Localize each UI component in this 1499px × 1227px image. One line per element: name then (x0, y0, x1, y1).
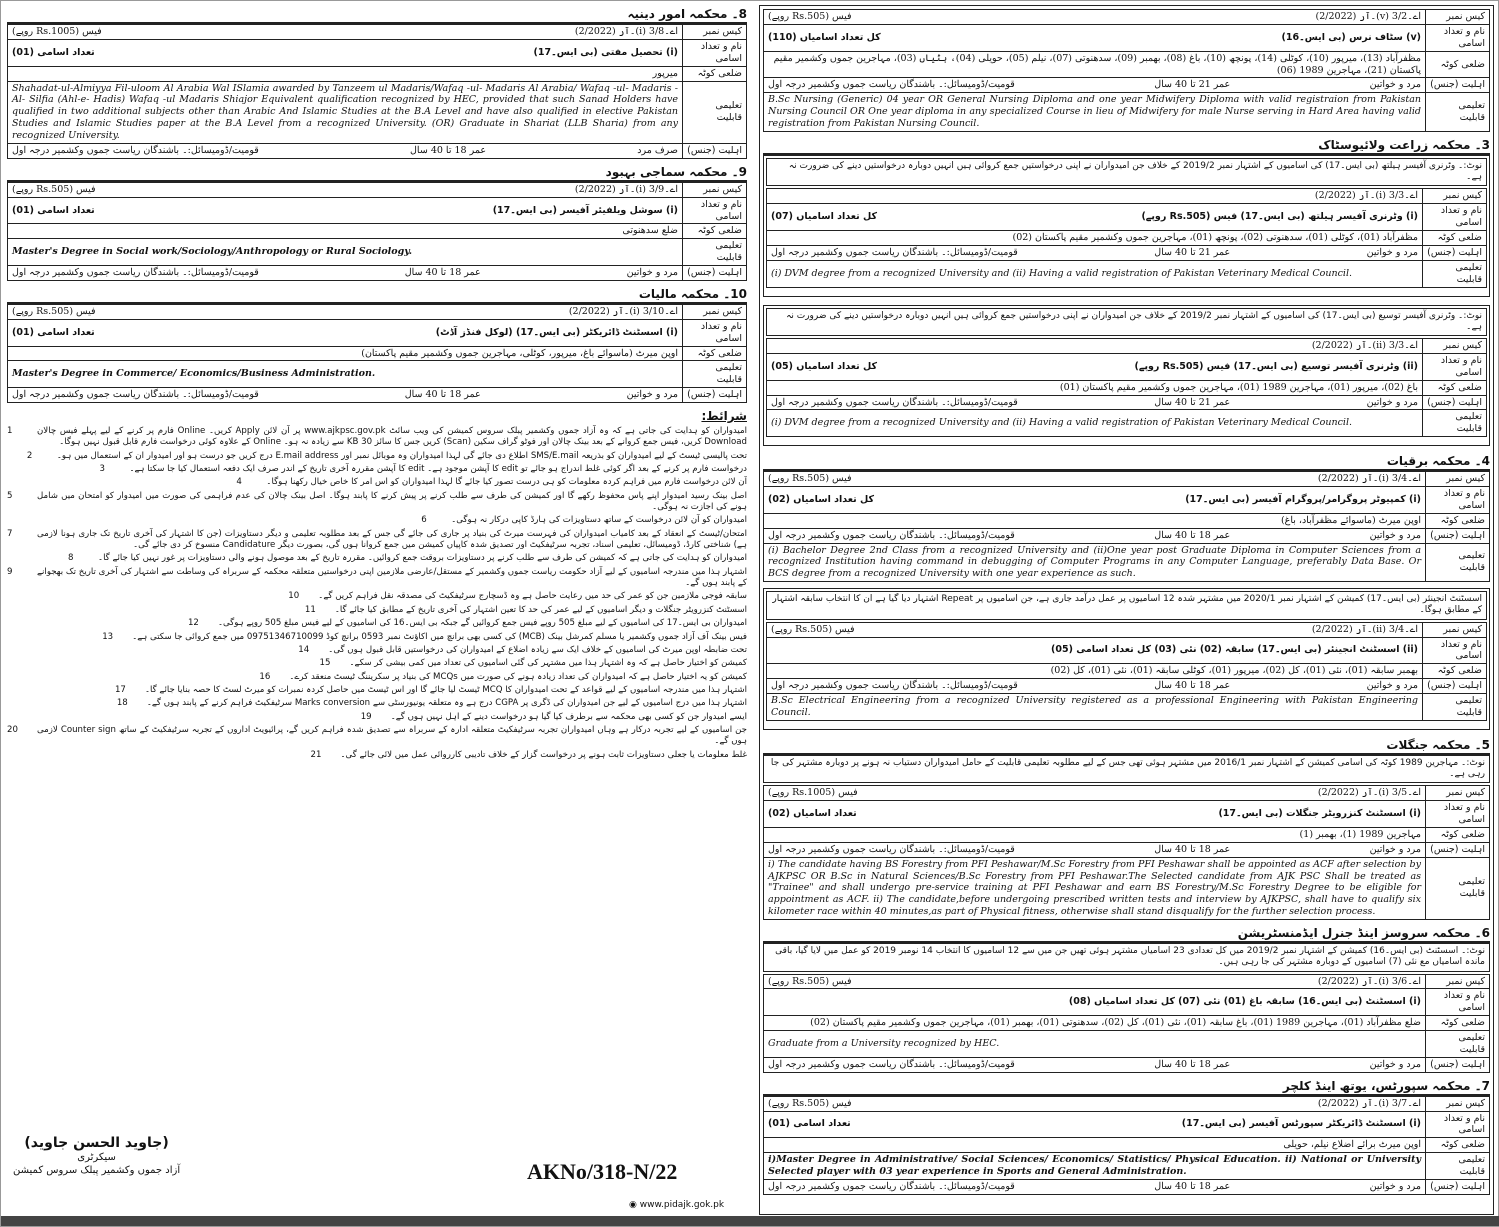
gender: مرد و خواتین (626, 267, 678, 278)
condition-item (7, 529, 747, 552)
condition-number: 19 (360, 711, 372, 722)
qualification: (i) Bachelor Degree 2nd Class from a recognized University and (ii)One year post Graduate Diploma in Computer Sciences from a recognized Institution having command in debugging of Computer Programs in any Computer Language, preferably Data Base. Or BCS degree from a recognized University with one year experience as such. (764, 543, 1426, 582)
job-table-vet-extension (766, 338, 1487, 437)
gender: مرد و خواتین (1369, 1058, 1421, 1070)
age-limit: عمر 18 تا 40 سال (1154, 843, 1231, 855)
age-limit: عمر 18 تا 40 سال (410, 144, 487, 156)
job-table-assistant (763, 974, 1490, 1073)
gender: مرد و خواتین (626, 389, 678, 401)
label-eligibility: اہلیت (جنس) (1426, 842, 1490, 857)
fee: فیس (Rs.505 روپے) (12, 183, 96, 195)
condition-text: اسسٹنٹ کنزرویٹر جنگلات و دیگر اسامیوں کے لیے عمر کی حد کا تعین اشتہار کی آخری تاریخ کے مطابق کیا جائے گا۔ (334, 604, 747, 615)
label-district: ضلعی کوٹہ (1423, 231, 1487, 246)
label-district: ضلعی کوٹہ (1426, 1138, 1490, 1153)
agriculture-health-box (763, 155, 1490, 297)
label-post: نام و تعداد اسامی (683, 39, 747, 66)
condition-number: 16 (259, 671, 271, 682)
label-qualification: تعلیمی قابلیت (683, 239, 747, 266)
label-district: ضلعی کوٹہ (1426, 827, 1490, 842)
signature-block (13, 1135, 180, 1178)
condition-text: ایسے امیدوار جن کو کسی بھی محکمہ سے برطرف کیا گیا ہو درخواست دینے کے اہل نہیں ہوں گے۔ (390, 711, 747, 722)
condition-item (7, 685, 747, 696)
condition-number: 10 (288, 591, 300, 602)
label-post: نام و تعداد اسامی (1423, 637, 1487, 664)
domicile: قومیت/ڈومیسائل:۔ باشندگان ریاست جموں وکشمیر درجہ اول (771, 680, 1018, 692)
condition-text: کمیشن کو اختیار حاصل ہے کہ وہ اشتہار ہذا میں مشتہر کی گئی اسامیوں کی تعداد میں کمی بیشی کر سکے۔ (349, 658, 747, 669)
label-qualification: تعلیمی قابلیت (1426, 1031, 1490, 1058)
domicile: قومیت/ڈومیسائل:۔ باشندگان ریاست جموں وکشمیر درجہ اول (768, 79, 1015, 91)
label-eligibility: اہلیت (جنس) (683, 388, 747, 403)
gender: مرد و خواتین (1369, 79, 1421, 91)
gender: مرد و خواتین (1369, 529, 1421, 541)
conditions-title: شرائط: (701, 409, 747, 423)
condition-item (7, 567, 747, 590)
condition-number: 13 (102, 631, 114, 642)
label-eligibility: اہلیت (جنس) (1426, 78, 1490, 93)
case-number: اے۔3/7 (i)۔آر (2/2022) (1317, 1097, 1421, 1109)
post-count: تعداد اسامی (01) (12, 326, 95, 338)
signatory-name: (جاوید الحسن جاوید) (24, 1134, 169, 1151)
qualification: (i) DVM degree from a recognized University and (ii) Having a valid registration of Pakistan Veterinary Medical Council. (767, 410, 1423, 437)
condition-number: 15 (319, 658, 331, 669)
condition-item (7, 725, 747, 748)
post-count: تعداد اسامیاں (02) (768, 808, 857, 820)
domicile: قومیت/ڈومیسائل:۔ باشندگان ریاست جموں وکشمیر درجہ اول (768, 843, 1015, 855)
age-limit: عمر 18 تا 40 سال (1154, 1058, 1231, 1070)
condition-number: 18 (116, 698, 128, 709)
condition-item (7, 553, 747, 564)
domicile: قومیت/ڈومیسائل:۔ باشندگان ریاست جموں وکشمیر درجہ اول (12, 389, 259, 401)
label-eligibility: اہلیت (جنس) (683, 266, 747, 281)
section-title-agriculture: 3۔ محکمہ زراعت ولائیوسٹاک (763, 138, 1490, 155)
post-name: (v) سٹاف نرس (بی ایس۔16) (1281, 31, 1421, 43)
domicile: قومیت/ڈومیسائل:۔ باشندگان ریاست جموں وکشمیر درجہ اول (768, 529, 1015, 541)
district-quota: اوپن میرٹ (ماسوائے باغ، میرپور، کوٹلی، مہاجرین جموں وکشمیر مقیم پاکستان) (8, 346, 683, 361)
assistant-engineer-box (763, 588, 1490, 730)
qualification: B.Sc Nursing (Generic) 04 year OR General Nursing Diploma and one year Midwifery Diploma with valid registraion from Pakistan Nursing Council OR One year diploma in any specialized Course in lieu of Midwifery for male Nurse serving in Hard Area having valid registration from Pakistan Nursing Council. (764, 93, 1426, 132)
note: نوٹ:۔ مہاجرین 1989 کوٹہ کی اسامی کمیشن کے اشتہار نمبر 2016/1 میں مشتہر ہوئی تھی جس کے لیے مطلوبہ تعلیمی قابلیت کے حامل امیدواران دستیاب نہ ہونے پر دوبارہ مشتہر کی جا رہی ہے۔ (763, 755, 1490, 784)
gender: مرد و خواتین (1369, 1180, 1421, 1192)
case-number: اے۔3/6 (i)۔آر (2/2022) (1317, 975, 1421, 987)
post-name: (i) کمپیوٹر پروگرامر/پروگرام آفیسر (بی ایس۔17) (1185, 493, 1421, 505)
post-count: کل تعداد اسامیاں (02) (768, 493, 874, 505)
fee: فیس (Rs.1005 روپے) (12, 26, 102, 37)
case-number: اے۔3/2 (v)۔آر (2/2022) (1315, 11, 1421, 22)
condition-text: جن اسامیوں کے لیے تجربہ درکار ہے وہاں امیدواران تجربہ سرٹیفکیٹ متعلقہ ادارہ کے سربراہ سے تصدیق شدہ فراہم کریں گے، پرائیویٹ اداروں کے تجربہ سرٹیفکیٹ کے ساتھ Counter sign لازمی ہوں گے۔ (37, 724, 747, 747)
agriculture-extension-box (763, 305, 1490, 447)
post-name: (i) اسسٹنٹ (بی ایس۔16) سابقہ باغ (01) نئی (07) کل تعداد اسامیاں (08) (764, 989, 1426, 1016)
label-case: کیس نمبر (683, 182, 747, 197)
condition-item (7, 672, 747, 683)
label-district: ضلعی کوٹہ (1426, 513, 1490, 528)
post-name: (i) تحصیل مفتی (بی ایس۔17) (533, 46, 678, 58)
note: اسسٹنٹ انجینئر (بی ایس۔17) کمیشن کے اشتہار نمبر 2020/1 میں مشتہر شدہ 12 اسامیوں پر عمل درآمد جاری ہے، جن اسامیوں پر Repeat اشتہار دیا گیا ہے ان کا انتخاب سابقہ اشتہار کے مطابق ہوگا۔ (766, 591, 1487, 620)
district-quota: مظفرآباد (13)، میرپور (10)، کوٹلی (14)، پونچھ (10)، باغ (08)، بھمبر (09)، سدھنوتی (07)، نیلم (05)، حویلی (04)، ہٹیاں (03)، مہاجرین جموں وکشمیر مقیم پاکستان (21)، مہاجرین 1989 (06) (764, 51, 1426, 78)
fee: فیس (Rs.505 روپے) (12, 305, 96, 317)
qualification: i)Master Degree in Administrative/ Social Sciences/ Economics/ Statistics/ Physical Education. ii) National or University Selected player with 03 year experience in Sports and General Administration. (764, 1153, 1426, 1180)
label-district: ضلعی کوٹہ (683, 346, 747, 361)
label-eligibility: اہلیت (جنس) (1423, 679, 1487, 694)
label-case: کیس نمبر (1426, 974, 1490, 989)
case-number: اے۔3/3 (i)۔آر (2/2022) (767, 189, 1423, 204)
job-table-forest-conservator (763, 785, 1490, 920)
label-case: کیس نمبر (1426, 472, 1490, 487)
case-number: اے۔3/10 (i)۔آر (2/2022) (568, 305, 678, 317)
case-number: اے۔3/4 (ii)۔آر (2/2022) (1311, 623, 1418, 635)
label-district: ضلعی کوٹہ (683, 66, 747, 81)
condition-item (7, 464, 747, 475)
condition-text: امیدواران کو آن لائن درخواست کے ساتھ دستاویزات کی ہارڈ کاپی درکار نہ ہوگی۔ (451, 515, 747, 526)
case-number: اے۔3/3 (ii)۔آر (2/2022) (767, 339, 1423, 354)
left-column (7, 5, 747, 1215)
condition-text: امیدواران بی ایس۔17 کی اسامیوں کے لیے مبلغ 505 روپے فیس جمع کروائیں گے جبکہ بی ایس۔16 کی اسامیوں کے لیے فیس مبلغ 505 روپے ہوگی۔ (217, 618, 747, 629)
label-district: ضلعی کوٹہ (1423, 664, 1487, 679)
condition-item (7, 451, 747, 462)
label-qualification: تعلیمی قابلیت (1426, 93, 1490, 132)
job-table-religious-affairs (7, 24, 747, 159)
fee: فیس (Rs.505 روپے) (768, 11, 852, 22)
label-case: کیس نمبر (1426, 786, 1490, 801)
post-count: کل تعداد اسامیاں (110) (768, 31, 881, 43)
condition-number: 1 (7, 426, 13, 436)
condition-number: 7 (7, 528, 13, 539)
domicile: قومیت/ڈومیسائل:۔ باشندگان ریاست جموں وکشمیر درجہ اول (12, 144, 259, 156)
district-quota: ضلع مظفرآباد (01)، مہاجرین 1989 (01)، باغ سابقہ (01)، نئی (01)، کل (02)، سدھنوتی (01)، بھمبر (01)، مہاجرین جموں وکشمیر مقیم پاکستان (02) (764, 1016, 1426, 1031)
label-case: کیس نمبر (683, 25, 747, 40)
age-limit: عمر 18 تا 40 سال (404, 267, 481, 278)
condition-item (7, 515, 747, 526)
section-title-forests: 5۔ محکمہ جنگلات (763, 738, 1490, 755)
post-count: تعداد اسامی (01) (768, 1118, 851, 1130)
section-title-finance: 10۔ محکمہ مالیات (7, 287, 747, 304)
label-eligibility: اہلیت (جنس) (1426, 1179, 1490, 1194)
note: نوٹ:۔ اسسٹنٹ (بی ایس۔16) کمیشن کے اشتہار نمبر 2019/2 میں کل تعدادی 23 اسامیاں مشتہر ہوئی تھیں جن میں سے 12 اسامیوں کا انتخاب 14 نومبر 2019 کو عمل میں لایا گیا، باقی ماندہ اسامیاں مع نئی (7) اسامیوں کے دوبارہ مشتہر کی جا رہی ہیں۔ (763, 943, 1490, 972)
condition-text: تحت پالیسی ٹیسٹ کے لیے امیدواران کو بذریعہ SMS/E.mail اطلاع دی جائے گی لہذا امیدواران وہ موبائل نمبر اور E.mail address درج کریں جو درست ہو اور امیدوار ان کے استعمال میں ہو۔ (56, 450, 747, 461)
post-name: (i) اسسٹنٹ کنزرویٹر جنگلات (بی ایس۔17) (1218, 808, 1421, 820)
domicile: قومیت/ڈومیسائل:۔ باشندگان ریاست جموں وکشمیر درجہ اول (768, 1180, 1015, 1192)
condition-item (7, 645, 747, 656)
age-limit: عمر 18 تا 40 سال (404, 389, 481, 401)
qualification: Master's Degree in Social work/Sociology/Anthropology or Rural Sociology. (8, 239, 683, 266)
case-number: اے۔3/9 (i)۔آر (2/2022) (574, 183, 678, 195)
district-quota: اوپن میرٹ برائے اضلاع نیلم، حویلی (764, 1138, 1426, 1153)
section-title-electricity: 4۔ محکمہ برقیات (763, 454, 1490, 471)
district-quota: میرپور (8, 66, 683, 81)
job-table-social-welfare (7, 182, 747, 281)
condition-text: اشتہار ہذا میں مندرجہ اسامیوں کے لیے قواعد کے تحت امیدواران کا MCQ ٹیسٹ لیا جائے گا اور اس ٹیسٹ میں حاصل کردہ نمبرات کو میرٹ لسٹ کا حصہ بنایا جائے گا۔ (144, 684, 747, 695)
gender: صرف مرد (637, 144, 678, 156)
note: نوٹ:۔ وٹرنری آفیسر توسیع (بی ایس۔17) کی اسامیوں کے اشتہار نمبر 2019/2 کے خلاف جن امیدواران نے اپنی درخواستیں جمع کروائی ہیں انہیں دوبارہ درخواستیں دینے کی ضرورت نہ ہے۔ (766, 308, 1487, 337)
condition-item (7, 491, 747, 514)
qualification: Master's Degree in Commerce/ Economics/Business Administration. (8, 361, 683, 388)
label-case: کیس نمبر (1426, 10, 1490, 25)
section-title-social-welfare: 9۔ محکمہ سماجی بہبود (7, 165, 747, 182)
condition-item (7, 750, 747, 761)
age-limit: عمر 18 تا 40 سال (1154, 529, 1231, 541)
label-qualification: تعلیمی قابلیت (1426, 543, 1490, 582)
label-eligibility: اہلیت (جنس) (1423, 395, 1487, 410)
condition-item (7, 632, 747, 643)
condition-item (7, 605, 747, 616)
label-district: ضلعی کوٹہ (1426, 51, 1490, 78)
label-eligibility: اہلیت (جنس) (1423, 245, 1487, 260)
condition-text: کمیشن کو یہ اختیار حاصل ہے کہ امیدواران کی تعداد زیادہ ہونے کی صورت میں MCQs کی بنیاد پر سکریننگ ٹیسٹ منعقد کرے۔ (289, 671, 747, 682)
age-limit: عمر 18 تا 40 سال (1154, 1180, 1231, 1192)
condition-item (7, 477, 747, 488)
job-table-computer-programmer (763, 471, 1490, 582)
label-qualification: تعلیمی قابلیت (683, 81, 747, 143)
age-limit: عمر 21 تا 40 سال (1154, 79, 1231, 91)
condition-text: اصل بینک رسید امیدوار اپنے پاس محفوظ رکھے گا اور کمیشن کی طرف سے طلب کرنے پر پیش کرنے کا پابند ہوگا۔ اصل بینک چالان کی عدم فراہمی کی صورت میں امیدوار کو امتحان میں شامل ہونے کی اجازت نہ ہوگی۔ (37, 490, 747, 513)
post-name: (i) وٹرنری آفیسر ہیلتھ (بی ایس۔17) فیس (Rs.505 روپے) (1141, 211, 1418, 223)
domicile: قومیت/ڈومیسائل:۔ باشندگان ریاست جموں وکشمیر درجہ اول (768, 1058, 1015, 1070)
condition-number: 5 (7, 490, 13, 501)
condition-number: 12 (187, 618, 199, 629)
condition-text: سابقہ فوجی ملازمین جن کو عمر کی حد میں رعایت حاصل ہے وہ ڈسچارج سرٹیفکیٹ کی مصدقہ نقل فراہم کریں گے۔ (318, 591, 747, 602)
condition-text: تحت ضابطہ اوپن میرٹ کی اسامیوں کے خلاف ایک سے زیادہ اضلاع کے امیدواران کی درخواستیں قابل قبول ہوں گی۔ (328, 644, 747, 655)
section-title-services-gad: 6۔ محکمہ سروسز اینڈ جنرل ایڈمنسٹریشن (763, 926, 1490, 943)
condition-number: 21 (310, 749, 322, 760)
condition-item (7, 698, 747, 709)
condition-text: امیدواران کو ہدایت کی جاتی ہے کہ وہ آزاد جموں وکشمیر پبلک سروس کمیشن کی ویب سائٹ www.ajkpsc.gov.pk پر آن لائن Apply کریں۔ Online فارم پر کرنے کے لیے پہلے فیس چالان Download کریں، فیس جمع کروانے کے بعد بینک چالان اور فوٹو گراف سکین (Scan) کریں جس کا سائز 30 KB سے زیادہ نہ ہو۔ Online کے علاوہ کوئی درخواست فارم قابل قبول نہیں ہوگا۔ (37, 426, 747, 448)
label-qualification: تعلیمی قابلیت (1426, 857, 1490, 919)
fee: فیس (Rs.1005 روپے) (768, 787, 858, 799)
condition-number: 2 (26, 450, 33, 461)
label-district: ضلعی کوٹہ (1426, 1016, 1490, 1031)
label-case: کیس نمبر (1426, 1096, 1490, 1111)
condition-item (7, 591, 747, 602)
condition-text: فیس بینک آف آزاد جموں وکشمیر یا مسلم کمرشل بینک (MCB) کی کسی بھی برانچ میں اکاؤنٹ نمبر 0593 برانچ کوڈ 09751346710099 میں جمع کروائی جا سکتی ہے۔ (132, 631, 747, 642)
label-post: نام و تعداد اسامی (1426, 801, 1490, 828)
job-table-assistant-engineer (766, 622, 1487, 721)
condition-item (7, 426, 747, 449)
condition-item (7, 658, 747, 669)
label-post: نام و تعداد اسامی (1426, 487, 1490, 514)
ad-reference-number: AKNo/318-N/22 (527, 1158, 678, 1184)
label-qualification: تعلیمی قابلیت (1423, 694, 1487, 721)
label-post: نام و تعداد اسامی (1426, 989, 1490, 1016)
label-qualification: تعلیمی قابلیت (1423, 260, 1487, 287)
age-limit: عمر 18 تا 40 سال (1154, 680, 1231, 692)
district-quota: اوپن میرٹ (ماسوائے مظفرآباد، باغ) (764, 513, 1426, 528)
post-count: کل تعداد اسامیاں (05) (771, 360, 877, 372)
gender: مرد و خواتین (1366, 396, 1418, 408)
age-limit: عمر 21 تا 40 سال (1154, 246, 1231, 258)
domicile: قومیت/ڈومیسائل:۔ باشندگان ریاست جموں وکشمیر درجہ اول (771, 396, 1018, 408)
label-eligibility: اہلیت (جنس) (1426, 528, 1490, 543)
note: نوٹ:۔ وٹرنری آفیسر ہیلتھ (بی ایس۔17) کی اسامیوں کے اشتہار نمبر 2019/2 کے خلاف جن امیدواران نے اپنی درخواستیں جمع کروائی ہیں انہیں دوبارہ درخواستیں دینے کی ضرورت نہ ہے۔ (766, 158, 1487, 187)
job-table-finance (7, 304, 747, 403)
label-eligibility: اہلیت (جنس) (683, 143, 747, 158)
section-title-religious-affairs: 8۔ محکمہ امور دینیہ (7, 7, 747, 24)
condition-item (7, 712, 747, 723)
post-name: (i) اسسٹنٹ ڈائریکٹر سپورٹس آفیسر (بی ایس۔17) (1181, 1118, 1421, 1130)
condition-number: 17 (114, 684, 126, 695)
globe-icon: ◉ (629, 1199, 637, 1210)
right-column (759, 5, 1494, 1215)
label-qualification: تعلیمی قابلیت (1426, 1153, 1490, 1180)
label-case: کیس نمبر (1423, 622, 1487, 637)
qualification: i) The candidate having BS Forestry from PFI Peshawar/M.Sc Forestry from PFI Peshawar shall be appointed as ACF after selection by AJKPSC OR B.Sc in Natural Sciences/B.Sc Forestry from PFI Peshawar.The Selected candidate from AJK PSC Shall be treated as "Trainee" and shall undergo pre-service training at PFI Peshawar and earn BS Forestry/M.Sc Forestry Degree to be eligible for appointment as ACF. ii) The candidate,before undergoing prescribed written tests and interview by AJKPSC, shall have to qualify six kilometer race within 40 minutes,as part of Physical fitness, otherwise shall stand disqualify for the further selection process. (764, 857, 1426, 919)
label-qualification: تعلیمی قابلیت (683, 361, 747, 388)
conditions-list (7, 426, 747, 761)
signatory-org: آزاد جموں وکشمیر پبلک سروس کمیشن (13, 1164, 181, 1176)
condition-text: اشتہار ہذا میں درج اسامیوں کے لیے جن امیدواران کی ڈگری پر CGPA درج ہے وہ متعلقہ یونیورسٹی سے Marks conversion سرٹیفکیٹ فراہم کرنے کے پابند ہوں گے۔ (146, 698, 747, 709)
condition-number: 20 (7, 724, 18, 735)
district-quota: باغ (02)، میرپور (01)، مہاجرین 1989 (01)، مہاجرین جموں وکشمیر مقیم پاکستان (01) (767, 380, 1423, 395)
condition-number: 14 (298, 644, 310, 655)
case-number: اے۔3/5 (i)۔آر (2/2022) (1317, 787, 1421, 799)
condition-number: 11 (304, 604, 316, 615)
fee: فیس (Rs.505 روپے) (768, 1097, 852, 1109)
condition-number: 4 (236, 477, 242, 488)
condition-number: 6 (421, 515, 427, 526)
label-case: کیس نمبر (683, 304, 747, 319)
domicile: قومیت/ڈومیسائل:۔ باشندگان ریاست جموں وکشمیر درجہ اول (12, 267, 259, 278)
label-eligibility: اہلیت (جنس) (1426, 1057, 1490, 1072)
condition-text: اشتہار ہذا میں مندرجہ اسامیوں کے لیے آزاد حکومت ریاست جموں وکشمیر کے مستقل/عارضی ملازمین اپنی درخواستیں متعلقہ محکمہ کے سربراہ کی وساطت سے اشتہار کی آخری تاریخ تک بھجوانے کے پابند ہوں گے۔ (37, 566, 747, 589)
district-quota: مظفرآباد (01)، کوٹلی (01)، سدھنوتی (02)، پونچھ (01)، مہاجرین جموں وکشمیر مقیم پاکستان (02) (767, 231, 1423, 246)
qualification: Graduate from a University recognized by HEC. (764, 1031, 1426, 1058)
label-post: نام و تعداد اسامی (683, 319, 747, 346)
job-table-vet-health (766, 188, 1487, 287)
condition-text: غلط معلومات یا جعلی دستاویزات ثابت ہونے پر درخواست گزار کے خلاف تادیبی کارروائی عمل میں لائی جائے گی۔ (340, 749, 747, 760)
footer-strip (1, 1216, 1499, 1226)
label-case: کیس نمبر (1423, 189, 1487, 204)
post-name: (i) سوشل ویلفیئر آفیسر (بی ایس۔17) (492, 204, 678, 216)
gender: مرد و خواتین (1366, 680, 1418, 692)
condition-text: درخواست فارم پر کرنے کے بعد اگر کوئی غلط اندراج ہو جائے تو edit کا آپشن موجود ہے۔ edit کا آپشن مقررہ آخری تاریخ کے اندر صرف ایک دفعہ استعمال کیا جا سکتا ہے۔ (129, 464, 747, 475)
gender: مرد و خواتین (1366, 246, 1418, 258)
fee: فیس (Rs.505 روپے) (771, 623, 855, 635)
label-district: ضلعی کوٹہ (1423, 380, 1487, 395)
condition-number: 8 (68, 553, 74, 564)
condition-text: امتحان/ٹیسٹ کے انعقاد کے بعد کامیاب امیدواران کی فہرست میرٹ کی بنیاد پر جاری کی جائے گی جس کے بعد مطلوبہ تعلیمی و دیگر دستاویزات (جن کا اشتہار کی آخری تاریخ تک جاری ہونا لازمی ہے) شناختی کارڈ، ڈومیسائل، تعلیمی اسناد، تجربہ سرٹیفکیٹ اور تصدیق شدہ کاپیاں کمیشن میں جمع کروانا ہوں گی، بصورت دیگر Candidature منسوخ کر دی جائے گی۔ (37, 528, 747, 551)
signatory-title: سیکرٹری (77, 1152, 116, 1163)
district-quota: بھمبر سابقہ (01)، نئی (01)، کل (02)، میرپور (01)، کوٹلی سابقہ (01)، نئی (01)، کل (02) (767, 664, 1423, 679)
label-qualification: تعلیمی قابلیت (1423, 410, 1487, 437)
post-count: تعداد اسامی (01) (12, 204, 95, 216)
job-table-sports-officer (763, 1096, 1490, 1195)
condition-text: امیدواران کو ہدایت کی جاتی ہے کہ کمیشن کی طرف سے طلب کرنے پر دستاویزات بروقت جمع کروائیں۔ مقررہ تاریخ کے بعد موصول ہونے والی دستاویزات پر غور نہیں کیا جائے گا۔ (98, 553, 747, 564)
post-count: تعداد اسامی (01) (12, 46, 95, 58)
case-number: اے۔3/8 (i)۔آر (2/2022) (574, 26, 678, 37)
label-post: نام و تعداد اسامی (683, 197, 747, 224)
label-post: نام و تعداد اسامی (1426, 1111, 1490, 1138)
job-table-staff-nurse (763, 9, 1490, 132)
fee: فیس (Rs.505 روپے) (768, 975, 852, 987)
qualification: Shahadat-ul-Almiyya Fil-uloom Al Arabia Wal ISlamia awarded by Tanzeem ul Madaris/Wafaq -ul- Madaris Al Arabia/ Wafaq -ul- Madaris -Al- Silfia (Ahl-e- Hadis) Wafaq -ul Madaris Shiajor Equivalent qualification recognized by HEC, provided that such Sanad Holders have qualified in two additional subjects other than Arabic And Islamic Studies at the B.A Level and have also qualified in elective Pakistan Studies and Islamic Studies paper at the B.A Level from a recognized University. (OR) Graduate in Shariat (LLB Sharia) from any recognized University. (8, 81, 683, 143)
post-name: (ii) اسسٹنٹ انجینئر (بی ایس۔17) سابقہ (02) نئی (03) کل تعداد اسامی (05) (767, 637, 1423, 664)
label-post: نام و تعداد اسامی (1423, 353, 1487, 380)
condition-text: آن لائن درخواست فارم میں فراہم کردہ معلومات کو ہی درست تصور کیا جائے گا لہذا امیدواران کو اس امر کا خاص خیال رکھنا ہوگا۔ (266, 477, 747, 488)
fee: فیس (Rs.505 روپے) (768, 473, 852, 485)
section-title-sports: 7۔ محکمہ سپورٹس، یوتھ اینڈ کلچر (763, 1079, 1490, 1096)
district-quota: مہاجرین 1989 (1)، بھمبر (1) (764, 827, 1426, 842)
gender: مرد و خواتین (1369, 843, 1421, 855)
pid-website (629, 1200, 724, 1211)
post-name: (i) اسسٹنٹ ڈائریکٹر (بی ایس۔17) (لوکل فنڈز آڈٹ) (435, 326, 678, 338)
condition-item (7, 618, 747, 629)
label-post: نام و تعداد اسامی (1426, 24, 1490, 51)
qualification: B.Sc Electrical Engineering from a recognized University registered as a professional Engineering with Pakistan Engineering Council. (767, 694, 1423, 721)
label-district: ضلعی کوٹہ (683, 224, 747, 239)
website-text: www.pidajk.gok.pk (639, 1199, 725, 1210)
domicile: قومیت/ڈومیسائل:۔ باشندگان ریاست جموں وکشمیر درجہ اول (771, 246, 1018, 258)
age-limit: عمر 21 تا 40 سال (1154, 396, 1231, 408)
label-post: نام و تعداد اسامی (1423, 204, 1487, 231)
condition-number: 3 (99, 464, 105, 475)
qualification: (i) DVM degree from a recognized University and (ii) Having a valid registration of Pakistan Veterinary Medical Council. (767, 260, 1423, 287)
post-name: (ii) وٹرنری آفیسر توسیع (بی ایس۔17) فیس (Rs.505 روپے) (1134, 360, 1418, 372)
case-number: اے۔3/4 (i)۔آر (2/2022) (1317, 473, 1421, 485)
label-case: کیس نمبر (1423, 339, 1487, 354)
district-quota: ضلع سدھنوتی (8, 224, 683, 239)
condition-number: 9 (7, 566, 13, 577)
post-count: کل تعداد اسامیاں (07) (771, 211, 877, 223)
